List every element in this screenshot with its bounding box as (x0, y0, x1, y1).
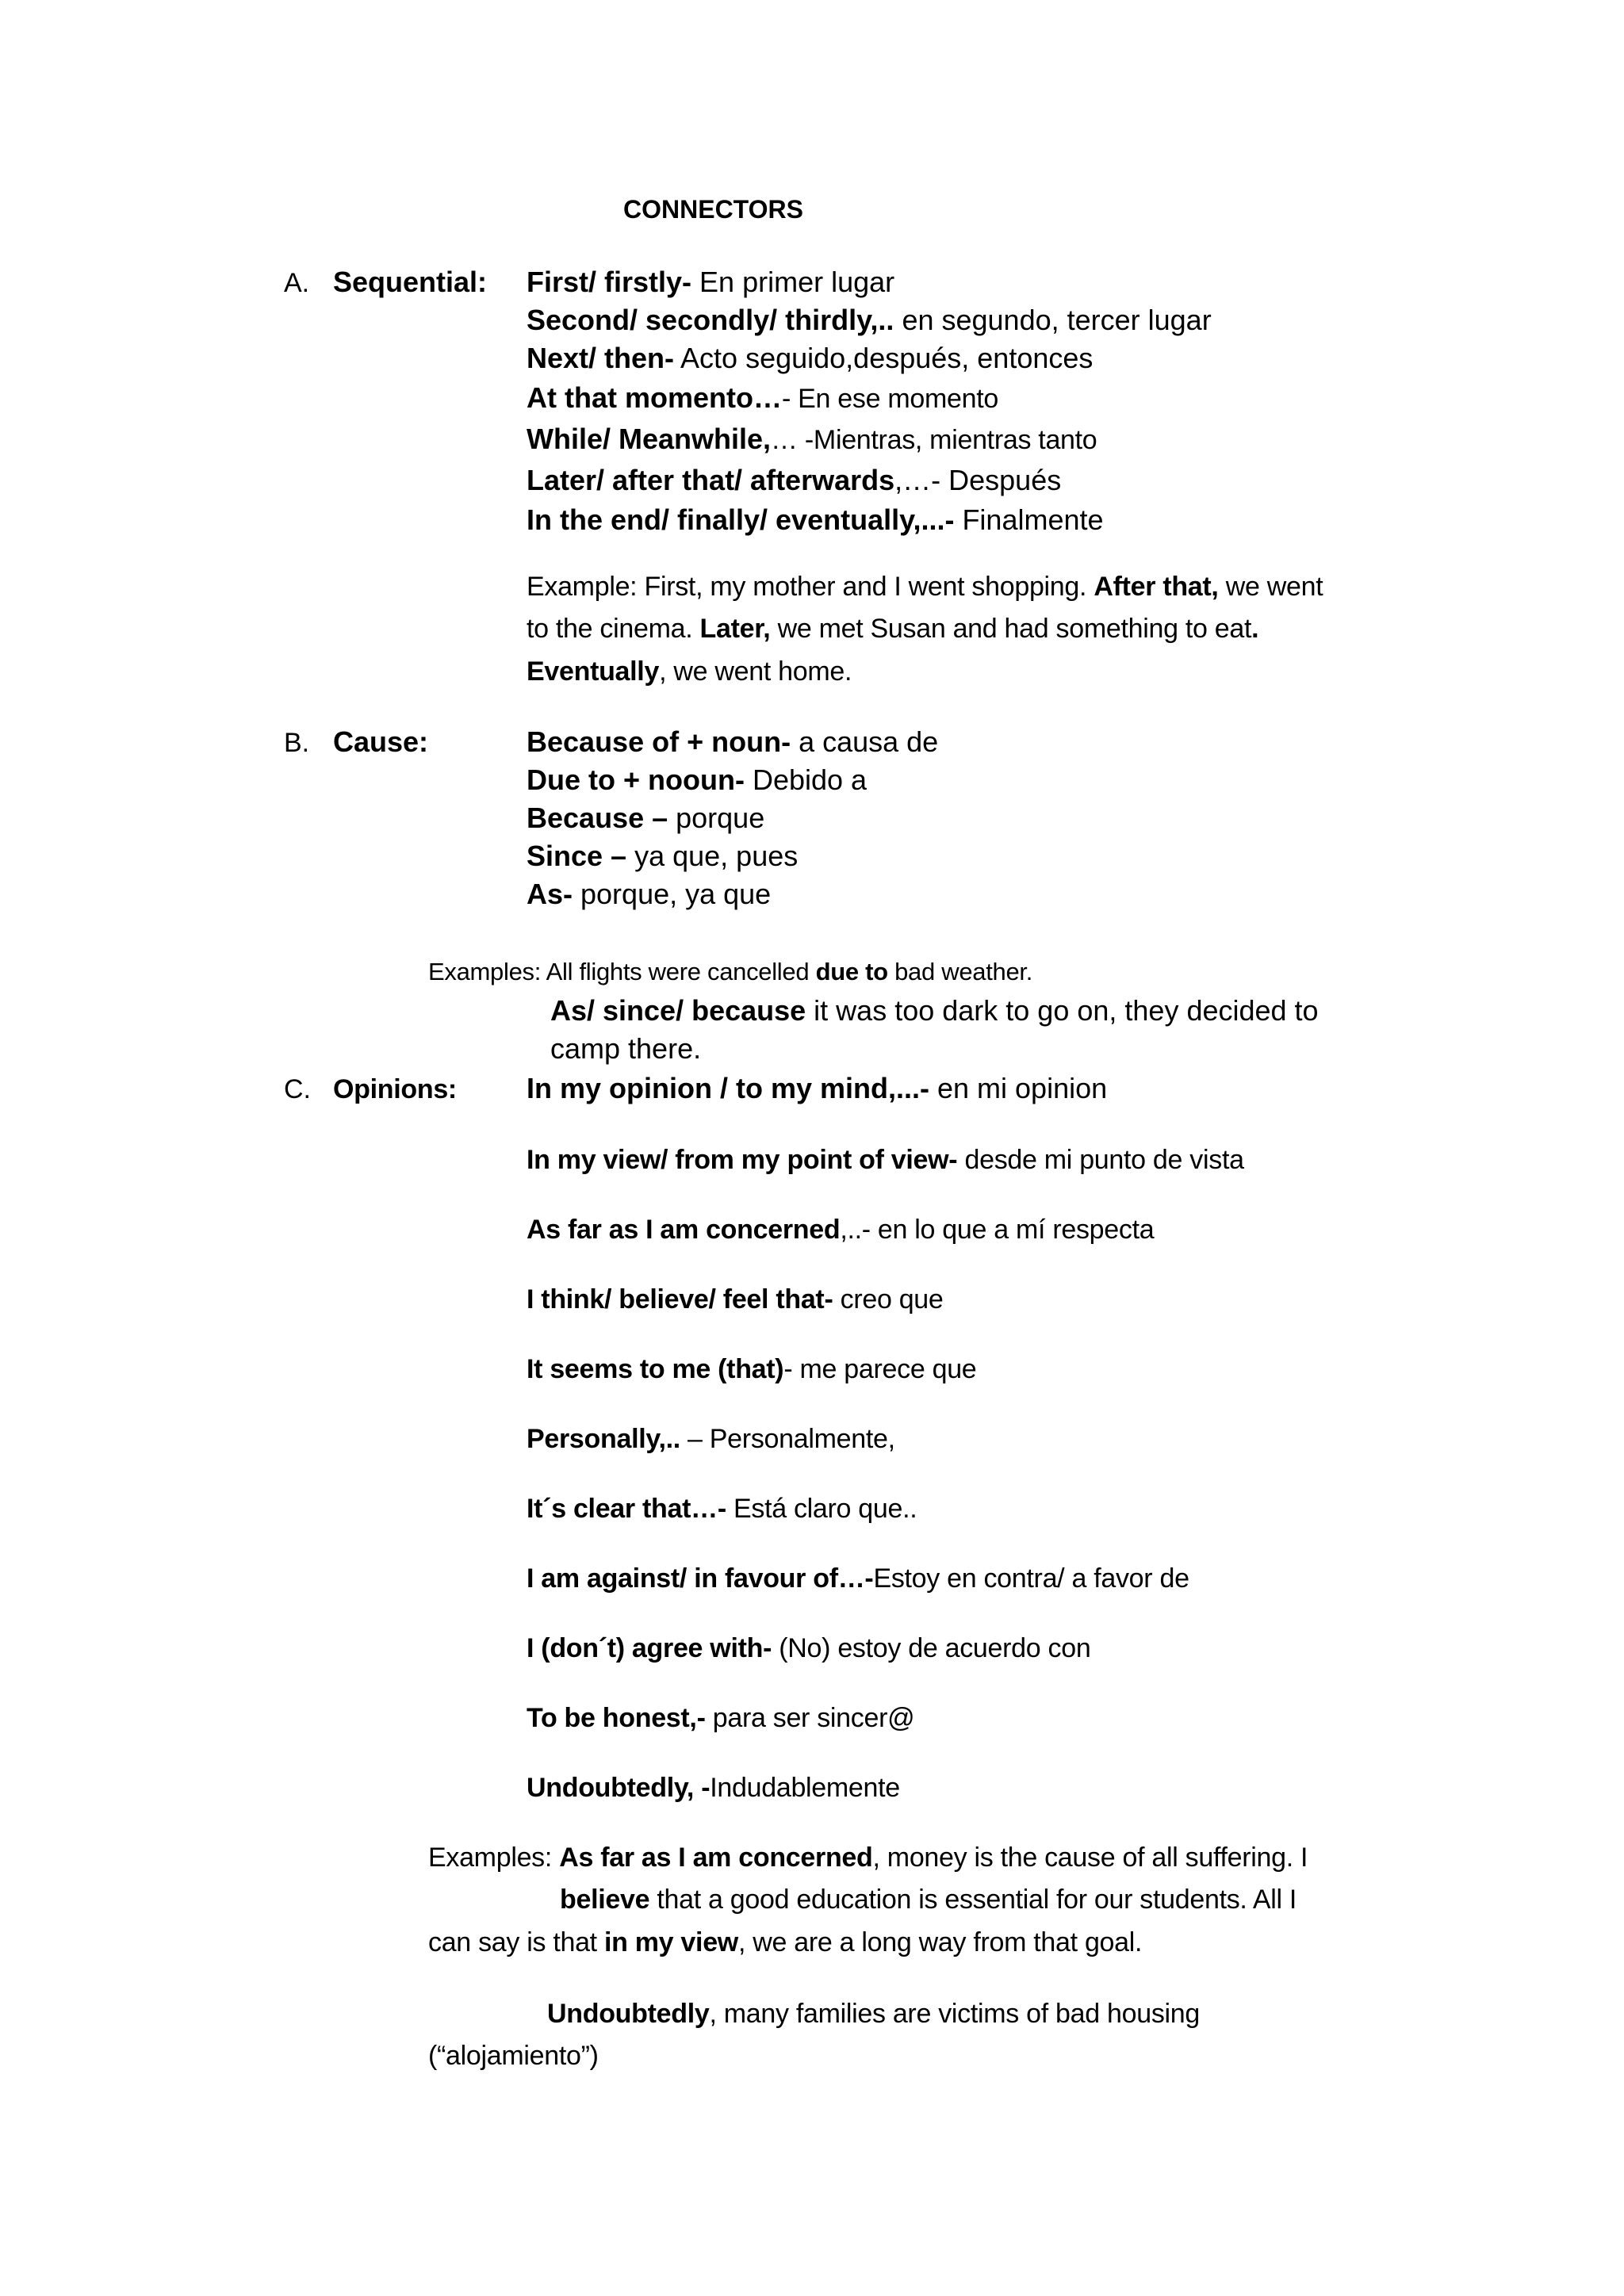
section-c-letter: C. (284, 1074, 311, 1104)
opinion-example-line: Undoubtedly, many families are victims of bad housing (547, 1999, 1201, 2029)
opinion-example-line: can say is that in my view, we are a long way from that goal. (428, 1927, 1143, 1957)
cause-item: As- porque, ya que (527, 878, 772, 910)
opinion-item: It seems to me (that)- me parece que (527, 1354, 977, 1384)
opinion-item: In my opinion / to my mind,...- en mi opinion (527, 1072, 1108, 1104)
opinion-example-line: believe that a good education is essential for our students. All I (560, 1885, 1297, 1915)
cause-item: Due to + nooun- Debido a (527, 763, 868, 796)
section-b-heading: Cause: (333, 725, 429, 758)
page-title: CONNECTORS (623, 195, 803, 224)
opinion-item: As far as I am concerned,..- en lo que a mí respecta (527, 1215, 1155, 1245)
opinion-item: I (don´t) agree with- (No) estoy de acuerdo con (527, 1633, 1091, 1663)
cause-item: Since – ya que, pues (527, 840, 799, 872)
cause-example-line: Examples: All flights were cancelled due to bad weather. (428, 958, 1033, 985)
sequential-item: At that momento…- En ese momento (527, 381, 998, 414)
cause-item: Because of + noun- a causa de (527, 725, 939, 758)
section-a-letter: A. (284, 268, 310, 298)
opinion-item: I think/ believe/ feel that- creo que (527, 1284, 944, 1314)
opinion-item: In my view/ from my point of view- desde mi punto de vista (527, 1145, 1244, 1175)
section-b-letter: B. (284, 728, 310, 758)
opinion-item: It´s clear that…- Está claro que.. (527, 1494, 917, 1524)
sequential-item: While/ Meanwhile,… -Mientras, mientras tanto (527, 423, 1097, 455)
sequential-example-line: to the cinema. Later, we met Susan and had something to eat. (527, 614, 1259, 644)
cause-item: Because – porque (527, 802, 765, 834)
opinion-example-line: (“alojamiento”) (428, 2041, 599, 2071)
opinion-item: Undoubtedly, -Indudablemente (527, 1773, 900, 1803)
section-a-heading: Sequential: (333, 266, 488, 298)
sequential-item: First/ firstly- En primer lugar (527, 266, 895, 298)
opinion-item: I am against/ in favour of…-Estoy en contra/ a favor de (527, 1563, 1189, 1594)
sequential-example-line: Eventually, we went home. (527, 656, 852, 687)
sequential-item: Later/ after that/ afterwards,…- Después (527, 464, 1062, 496)
opinion-example-line: Examples: As far as I am concerned, money is the cause of all suffering. I (428, 1843, 1308, 1873)
sequential-item: In the end/ finally/ eventually,...- Finalmente (527, 503, 1104, 536)
opinion-item: To be honest,- para ser sincer@ (527, 1703, 915, 1733)
sequential-example-line: Example: First, my mother and I went shopping. After that, we went (527, 572, 1323, 602)
section-c-heading: Opinions: (333, 1074, 457, 1104)
cause-example-line: As/ since/ because it was too dark to go on, they decided to (550, 994, 1319, 1027)
sequential-item: Next/ then- Acto seguido,después, entonces (527, 342, 1094, 374)
sequential-item: Second/ secondly/ thirdly,.. en segundo, tercer lugar (527, 304, 1212, 336)
cause-example-line: camp there. (550, 1032, 702, 1065)
opinion-item: Personally,.. – Personalmente, (527, 1424, 895, 1454)
